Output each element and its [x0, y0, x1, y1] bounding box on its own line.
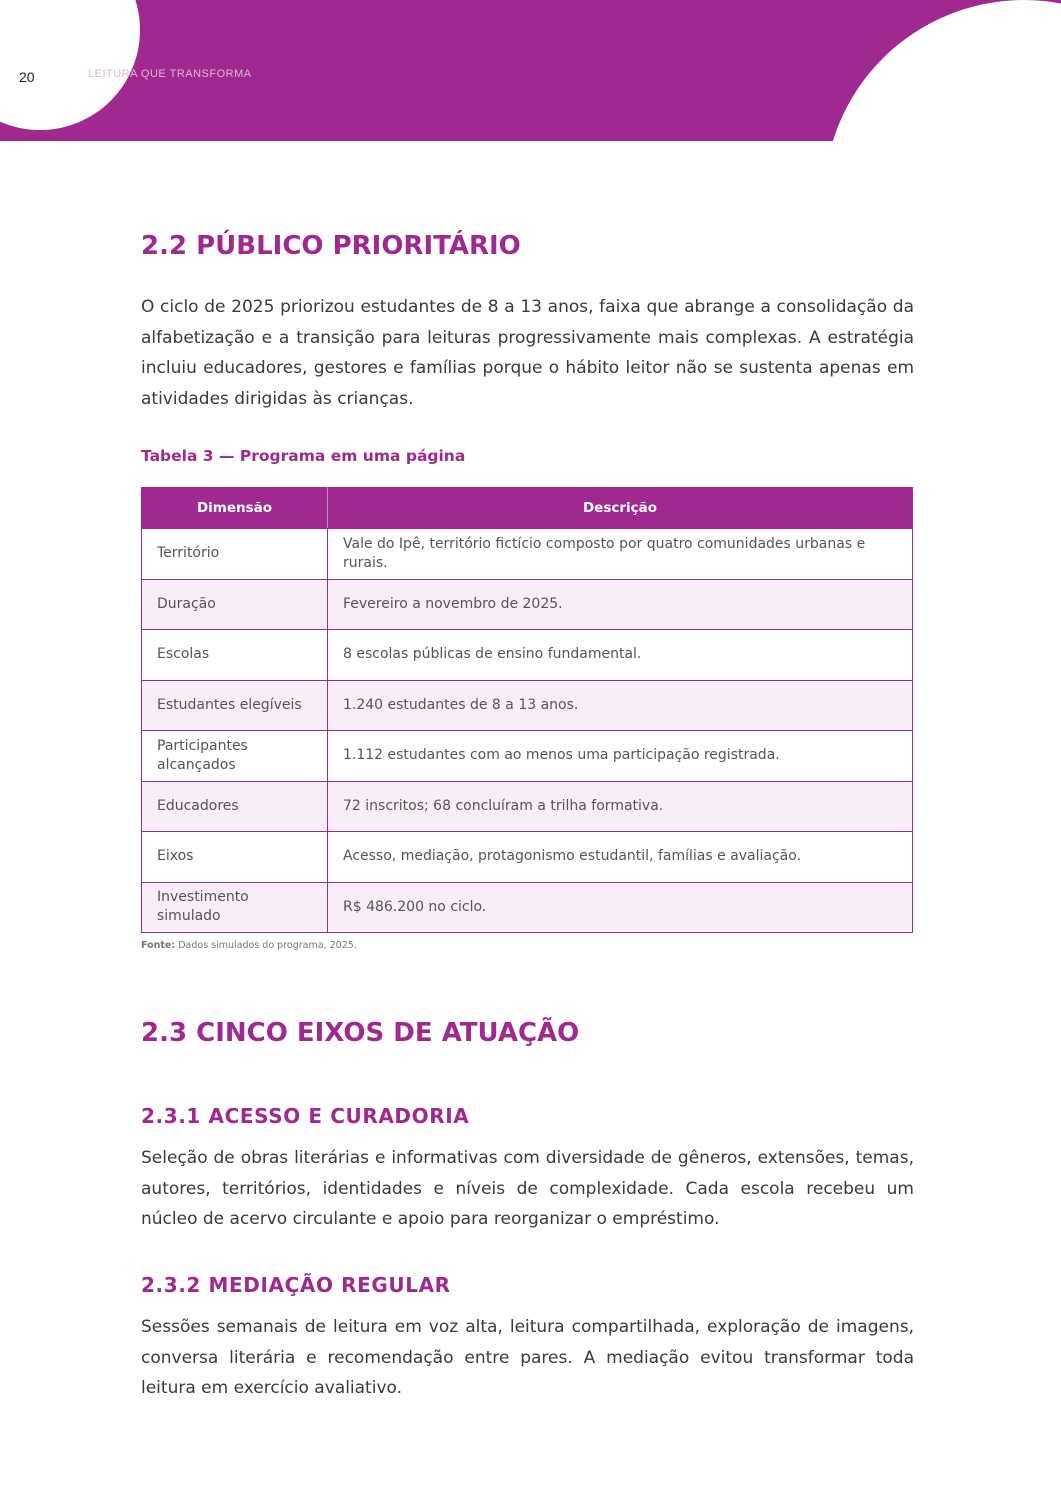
table-cell-description: 72 inscritos; 68 concluíram a trilha formativa. — [328, 781, 913, 832]
section-paragraph-publico: O ciclo de 2025 priorizou estudantes de 8 a 13 anos, faixa que abrange a consolidação da alfabetização e a transição para leituras progressivamente mais complexas. A estratégia incluiu educadores, gestores e famílias porque o hábito leitor não se sustenta apenas em atividades dirigidas às crianças. — [141, 297, 914, 409]
table-cell-description: 8 escolas públicas de ensino fundamental. — [328, 630, 913, 681]
table-header-row — [142, 488, 913, 529]
page-number: 20 — [19, 69, 35, 85]
table-row — [142, 731, 913, 782]
table-source-label: Fonte: — [141, 940, 176, 951]
table-cell-description: Fevereiro a novembro de 2025. — [328, 579, 913, 630]
table-cell-dimension: Participantes alcançados — [142, 731, 328, 782]
table-cell-dimension: Território — [142, 529, 328, 580]
table-cell-description: 1.240 estudantes de 8 a 13 anos. — [328, 680, 913, 731]
subsection-heading-mediacao: 2.3.2 MEDIAÇÃO REGULAR — [141, 1273, 451, 1297]
header-corner-right — [824, 0, 1061, 141]
section-heading-publico: 2.2 PÚBLICO PRIORITÁRIO — [141, 231, 521, 261]
table-cell-description: R$ 486.200 no ciclo. — [328, 882, 913, 933]
table-header-dimensao: Dimensão — [142, 488, 328, 529]
table-row — [142, 579, 913, 630]
section-heading-eixos: 2.3 CINCO EIXOS DE ATUAÇÃO — [141, 1018, 580, 1048]
table-row — [142, 882, 913, 933]
table-cell-dimension: Eixos — [142, 832, 328, 883]
table-source-text: Dados simulados do programa, 2025. — [178, 940, 357, 951]
table-cell-dimension: Educadores — [142, 781, 328, 832]
table-cell-dimension: Escolas — [142, 630, 328, 681]
table-row — [142, 680, 913, 731]
subsection-paragraph-mediacao: Sessões semanais de leitura em voz alta, leitura compartilhada, exploração de imagens, conversa literária e recomendação entre pares. A mediação evitou transformar toda leitura em exercício avaliativo. — [141, 1317, 914, 1398]
subsection-paragraph-acesso: Seleção de obras literárias e informativas com diversidade de gêneros, extensões, temas, autores, territórios, identidades e níveis de complexidade. Cada escola recebeu um núcleo de acervo circulante e apoio para reorganizar o empréstimo. — [141, 1148, 914, 1229]
table-source-note — [141, 940, 357, 951]
table-cell-dimension: Estudantes elegíveis — [142, 680, 328, 731]
table-row — [142, 832, 913, 883]
table-header-descricao: Descrição — [328, 488, 913, 529]
table-cell-description: Acesso, mediação, protagonismo estudantil, famílias e avaliação. — [328, 832, 913, 883]
table-cell-dimension: Investimento simulado — [142, 882, 328, 933]
header-corner-left — [0, 0, 140, 130]
table-cell-dimension: Duração — [142, 579, 328, 630]
header-band — [0, 0, 1061, 141]
table-cell-description: 1.112 estudantes com ao menos uma participação registrada. — [328, 731, 913, 782]
running-title: LEITURA QUE TRANSFORMA — [88, 68, 252, 80]
table-caption: Tabela 3 — Programa em uma página — [141, 447, 466, 465]
program-table — [141, 487, 913, 933]
subsection-heading-acesso: 2.3.1 ACESSO E CURADORIA — [141, 1104, 470, 1128]
table-cell-description: Vale do Ipê, território fictício composto por quatro comunidades urbanas e rurais. — [328, 529, 913, 580]
table-row — [142, 781, 913, 832]
table-row — [142, 529, 913, 580]
table-row — [142, 630, 913, 681]
